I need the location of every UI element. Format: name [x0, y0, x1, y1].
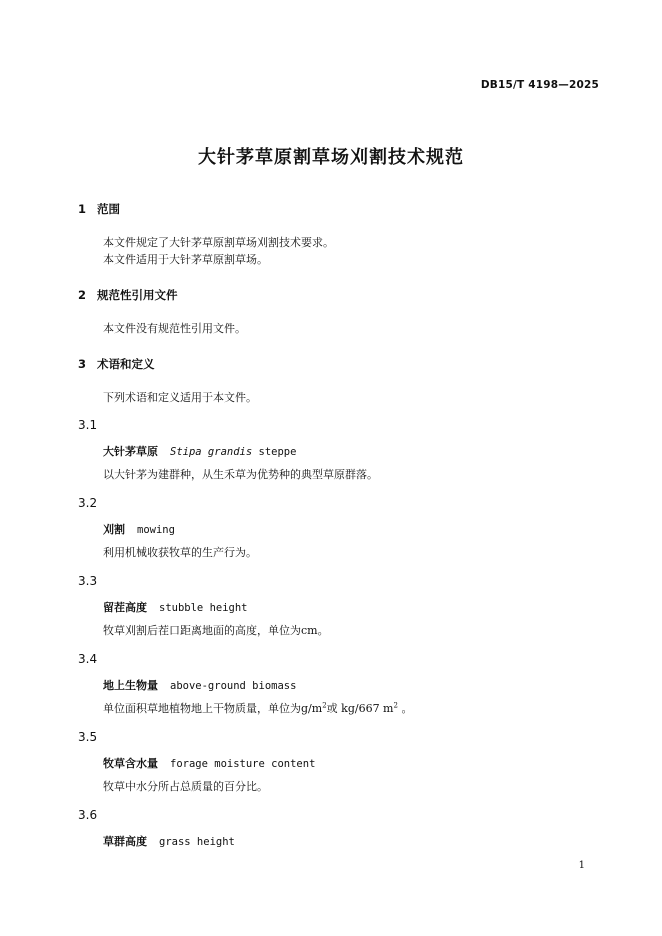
term-zh: 牧草含水量	[103, 757, 158, 770]
term-zh: 地上生物量	[103, 679, 158, 692]
section-number: 1	[78, 202, 87, 216]
section-title: 术语和定义	[97, 357, 155, 371]
superscript: 2	[322, 701, 327, 710]
standard-code: DB15/T 4198—2025	[480, 79, 599, 91]
term-zh: 草群高度	[103, 835, 147, 848]
section-title: 范围	[97, 202, 120, 216]
paragraph: 本文件规定了大针茅草原割草场刈割技术要求。	[103, 236, 334, 249]
term-entry	[103, 599, 248, 615]
paragraph: 本文件适用于大针茅草原割草场。	[103, 253, 268, 266]
term-entry	[103, 677, 296, 693]
term-definition: 以大针茅为建群种，从生禾草为优势种的典型草原群落。	[103, 468, 378, 481]
clause-number: 3.2	[78, 496, 98, 510]
term-definition: 利用机械收获牧草的生产行为。	[103, 546, 257, 559]
term-zh: 大针茅草原	[103, 445, 158, 458]
term-en: stubble height	[159, 602, 248, 614]
clause-number: 3.1	[78, 418, 98, 432]
clause-number: 3.5	[78, 730, 98, 744]
section-title: 规范性引用文件	[97, 288, 178, 302]
term-entry	[103, 833, 235, 849]
term-entry	[103, 755, 315, 771]
page-number: 1	[578, 860, 585, 871]
definition-part: 单位面积草地植物地上干物质量，单位为g/m	[103, 702, 323, 715]
term-en: forage moisture content	[170, 758, 316, 770]
paragraph: 本文件没有规范性引用文件。	[103, 322, 246, 335]
term-entry	[103, 521, 175, 537]
section-heading-terms-definitions	[78, 356, 155, 372]
term-en: grass height	[159, 836, 235, 848]
section-heading-scope	[78, 201, 120, 217]
document-title: 大针茅草原割草场刈割技术规范	[198, 147, 464, 168]
term-en-rest: steppe	[258, 446, 297, 458]
clause-number: 3.4	[78, 652, 98, 666]
term-definition: 牧草中水分所占总质量的百分比。	[103, 780, 268, 793]
clause-number: 3.6	[78, 808, 98, 822]
section-number: 2	[78, 288, 87, 302]
definition-part: 或 kg/667 m	[326, 702, 394, 715]
term-definition	[103, 700, 412, 717]
paragraph: 下列术语和定义适用于本文件。	[103, 391, 257, 404]
term-en: mowing	[137, 524, 175, 536]
term-entry	[103, 443, 296, 459]
term-en	[170, 446, 296, 458]
term-zh: 刈割	[103, 523, 125, 536]
term-definition: 牧草刈割后茬口距离地面的高度，单位为cm。	[103, 624, 329, 637]
superscript: 2	[393, 701, 398, 710]
section-heading-normative-references	[78, 287, 178, 303]
term-en-italic: Stipa grandis	[170, 446, 253, 458]
section-number: 3	[78, 357, 87, 371]
term-en: above-ground biomass	[170, 680, 297, 692]
clause-number: 3.3	[78, 574, 98, 588]
term-zh: 留茬高度	[103, 601, 147, 614]
definition-part: 。	[397, 702, 413, 715]
